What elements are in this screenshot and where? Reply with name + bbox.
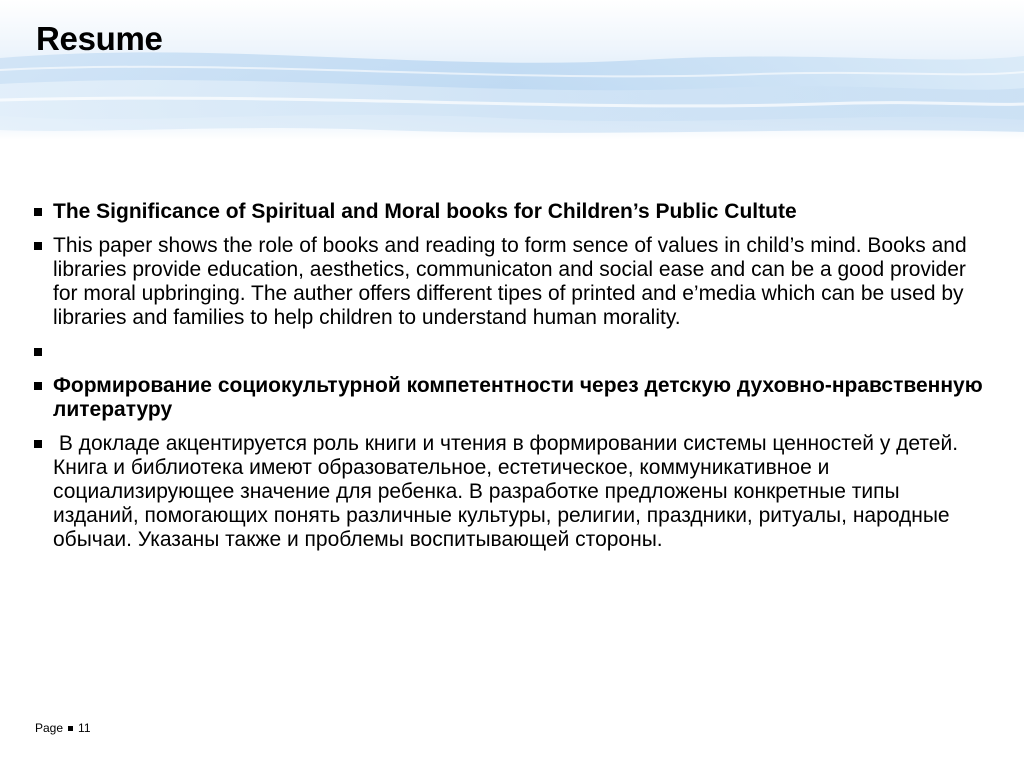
footer-separator-icon xyxy=(68,726,73,731)
bullet-heading-russian: Формирование социокультурной компетентности через детскую духовно-нравственную литературу xyxy=(53,374,983,421)
square-bullet-icon xyxy=(34,208,42,216)
square-bullet-icon xyxy=(34,440,42,448)
bullet-item xyxy=(30,200,990,224)
bullet-item-empty xyxy=(30,340,990,364)
slide-title: Resume xyxy=(36,20,163,57)
bullet-item xyxy=(30,234,990,330)
bullet-body-russian: В докладе акцентируется роль книги и чтения в формировании системы ценностей у детей. Книга и библиотека имеют образовательное, естетическое, коммуникативное и социализирующее значение для ребенка. В разработке предложены конкретные типы изданий, помогающих понять различные культуры, религии, праздники, ритуалы, народные обычаи. Указаны также и проблемы воспитывающей стороны. xyxy=(53,432,964,551)
bullet-body-english: This paper shows the role of books and reading to form sence of values in child’s mind. Books and libraries provide education, aesthetics, communicaton and social ease and can be a good provider for moral upbringing. The auther offers different tipes of printed and e’media which can be used by libraries and families to help children to understand human morality. xyxy=(53,234,967,329)
bullet-empty-text xyxy=(53,340,990,364)
square-bullet-icon xyxy=(34,382,42,390)
square-bullet-icon xyxy=(34,242,42,250)
bullet-heading-english: The Significance of Spiritual and Moral books for Children’s Public Cultute xyxy=(53,200,797,223)
bullet-list xyxy=(30,200,990,562)
bullet-item xyxy=(30,374,990,422)
page-footer xyxy=(35,721,91,735)
square-bullet-icon xyxy=(34,348,42,356)
page-label: Page xyxy=(35,721,64,735)
bullet-item xyxy=(30,432,990,552)
page-number: 11 xyxy=(78,721,91,735)
